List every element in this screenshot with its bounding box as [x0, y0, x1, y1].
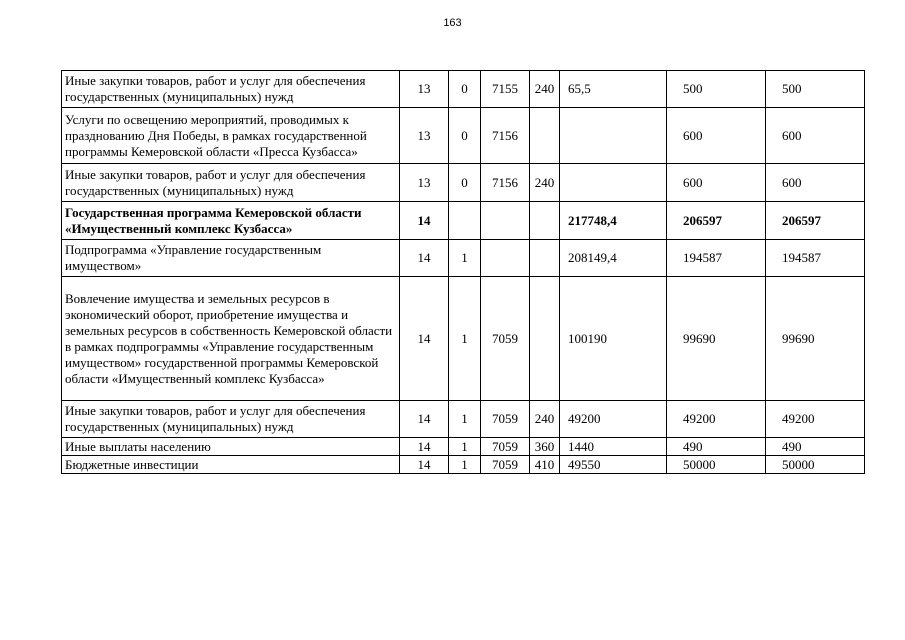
row-name: Иные закупки товаров, работ и услуг для обеспечения государственных (муниципальных) нужд: [62, 401, 400, 438]
cell-target-code: 7059: [481, 277, 530, 401]
cell-target-code: 7155: [481, 71, 530, 108]
cell-amount-1: 100190: [560, 277, 667, 401]
cell-expense-type: [530, 108, 560, 164]
table-row: [62, 240, 865, 277]
cell-expense-type: 360: [530, 438, 560, 456]
cell-subsection: 1: [449, 277, 481, 401]
cell-subsection: 0: [449, 164, 481, 202]
row-name: Иные закупки товаров, работ и услуг для обеспечения государственных (муниципальных) нужд: [62, 71, 400, 108]
cell-amount-3: 99690: [766, 277, 865, 401]
cell-section: 14: [400, 401, 449, 438]
cell-amount-1: 208149,4: [560, 240, 667, 277]
cell-subsection: 0: [449, 108, 481, 164]
cell-amount-3: 206597: [766, 202, 865, 240]
cell-target-code: 7059: [481, 456, 530, 474]
cell-amount-2: 600: [667, 164, 766, 202]
cell-subsection: 1: [449, 438, 481, 456]
cell-expense-type: [530, 277, 560, 401]
cell-amount-3: 500: [766, 71, 865, 108]
table-row: [62, 277, 865, 401]
table-row: [62, 71, 865, 108]
cell-expense-type: [530, 202, 560, 240]
row-name: Иные закупки товаров, работ и услуг для обеспечения государственных (муниципальных) нужд: [62, 164, 400, 202]
cell-amount-3: 50000: [766, 456, 865, 474]
cell-amount-1: 1440: [560, 438, 667, 456]
cell-target-code: 7059: [481, 438, 530, 456]
row-name: Вовлечение имущества и земельных ресурсов в экономический оборот, приобретение имущества и земельных ресурсов в собственность Кемеровской области в рамках подпрограммы «Управление государственным имуществом» государственной программы Кемеровской области «Имущественный комплекс Кузбасса»: [62, 277, 400, 401]
cell-expense-type: 410: [530, 456, 560, 474]
cell-amount-2: 49200: [667, 401, 766, 438]
cell-amount-3: 600: [766, 108, 865, 164]
cell-subsection: 1: [449, 456, 481, 474]
row-name: Иные выплаты населению: [62, 438, 400, 456]
cell-target-code: [481, 202, 530, 240]
cell-amount-1: [560, 164, 667, 202]
cell-amount-2: 99690: [667, 277, 766, 401]
row-name: Услуги по освещению мероприятий, проводимых к празднованию Дня Победы, в рамках государственной программы Кемеровской области «Пресса Кузбасса»: [62, 108, 400, 164]
table-row: [62, 164, 865, 202]
cell-expense-type: 240: [530, 401, 560, 438]
cell-amount-3: 194587: [766, 240, 865, 277]
cell-subsection: 1: [449, 240, 481, 277]
cell-target-code: 7156: [481, 108, 530, 164]
cell-amount-2: 50000: [667, 456, 766, 474]
cell-amount-3: 49200: [766, 401, 865, 438]
cell-amount-1: [560, 108, 667, 164]
cell-amount-1: 49550: [560, 456, 667, 474]
cell-section: 14: [400, 202, 449, 240]
cell-section: 14: [400, 456, 449, 474]
cell-amount-1: 217748,4: [560, 202, 667, 240]
table-row: [62, 438, 865, 456]
cell-expense-type: 240: [530, 71, 560, 108]
row-name: Государственная программа Кемеровской области «Имущественный комплекс Кузбасса»: [62, 202, 400, 240]
cell-subsection: 1: [449, 401, 481, 438]
cell-expense-type: 240: [530, 164, 560, 202]
cell-section: 14: [400, 277, 449, 401]
cell-amount-2: 206597: [667, 202, 766, 240]
cell-section: 13: [400, 108, 449, 164]
cell-expense-type: [530, 240, 560, 277]
table-row: [62, 108, 865, 164]
cell-amount-1: 65,5: [560, 71, 667, 108]
table-row-program: [62, 202, 865, 240]
cell-amount-2: 194587: [667, 240, 766, 277]
cell-subsection: 0: [449, 71, 481, 108]
cell-subsection: [449, 202, 481, 240]
row-name: Бюджетные инвестиции: [62, 456, 400, 474]
cell-section: 14: [400, 240, 449, 277]
cell-amount-2: 500: [667, 71, 766, 108]
cell-amount-1: 49200: [560, 401, 667, 438]
page-number: 163: [443, 17, 462, 29]
cell-amount-3: 600: [766, 164, 865, 202]
table-row: [62, 456, 865, 474]
row-name: Подпрограмма «Управление государственным имуществом»: [62, 240, 400, 277]
cell-amount-3: 490: [766, 438, 865, 456]
cell-section: 13: [400, 71, 449, 108]
cell-section: 13: [400, 164, 449, 202]
table-row: [62, 401, 865, 438]
cell-target-code: [481, 240, 530, 277]
cell-amount-2: 490: [667, 438, 766, 456]
budget-table: [61, 70, 865, 474]
cell-target-code: 7156: [481, 164, 530, 202]
cell-target-code: 7059: [481, 401, 530, 438]
cell-section: 14: [400, 438, 449, 456]
cell-amount-2: 600: [667, 108, 766, 164]
